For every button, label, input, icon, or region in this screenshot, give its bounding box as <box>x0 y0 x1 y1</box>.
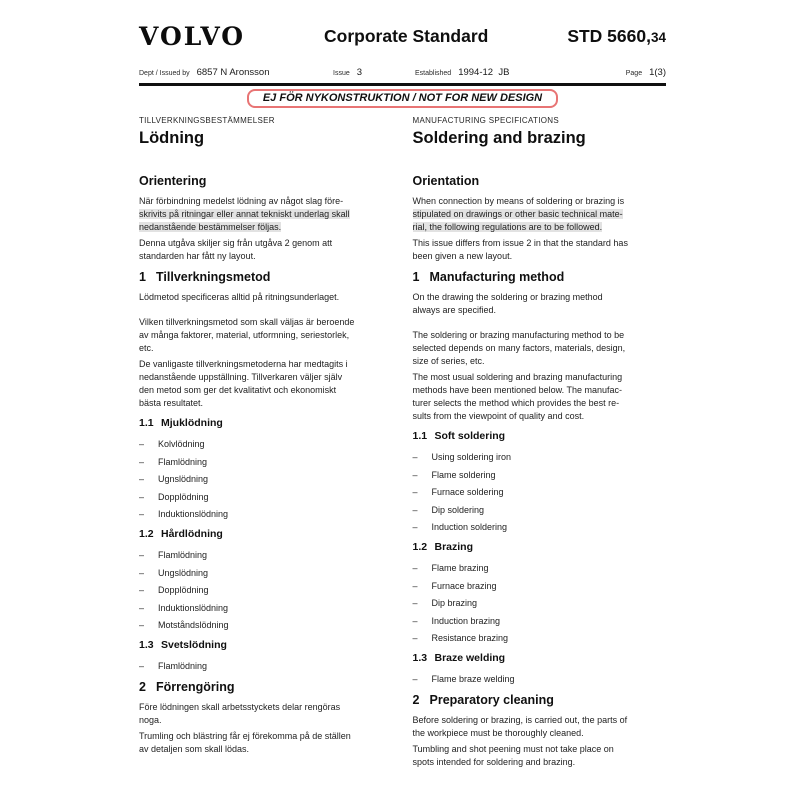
text-line: On the drawing the soldering or brazing method <box>412 292 603 302</box>
list-dash: – <box>139 585 145 595</box>
column-english <box>413 116 667 772</box>
notice-row <box>139 88 666 108</box>
text-line: Before soldering or brazing, is carried out, the parts of <box>412 715 628 725</box>
list-item <box>139 438 393 451</box>
list-item <box>139 660 393 673</box>
paragraph <box>413 714 667 740</box>
section-heading-text: Preparatory cleaning <box>429 693 554 707</box>
section-number: 2 <box>412 693 420 707</box>
list-dash: – <box>139 491 145 502</box>
meta-dept-value: 6857 N Aronsson <box>196 67 270 78</box>
section-heading-text: Svetslödning <box>161 639 227 651</box>
text-line: den metod som ger det kvalitativt och ekonomiskt <box>139 385 337 395</box>
highlighted-text-line: rial, the following regulations are to be followed. <box>412 222 603 232</box>
section-heading-text: Förrengöring <box>156 680 235 694</box>
subsection-heading <box>413 652 667 664</box>
list-item-text: Dopplödning <box>158 491 209 502</box>
text-line: turer selects the method which provides the best re- <box>412 398 620 408</box>
section-heading <box>413 270 667 284</box>
header-divider-rule <box>139 83 666 86</box>
list-item-text: Flame brazing <box>431 563 489 573</box>
column-blocks <box>139 174 393 756</box>
text-line: been given a new layout. <box>412 251 513 261</box>
paragraph <box>139 291 393 304</box>
highlighted-text-line: skrivits på ritningar eller annat tekniskt underlag skall <box>139 209 350 219</box>
list-dash: – <box>139 602 145 613</box>
column-title: Soldering and brazing <box>412 129 586 147</box>
list-item-text: Dip brazing <box>431 598 478 608</box>
section-heading <box>413 174 667 188</box>
meta-established <box>415 67 601 78</box>
section-heading-text: Brazing <box>434 541 474 553</box>
meta-issue <box>333 67 415 78</box>
list-item <box>413 632 667 645</box>
text-line: av detaljen som skall lödas. <box>139 744 250 754</box>
text-line: De vanligaste tillverkningsmetoderna har medtagits i <box>139 359 348 369</box>
text-line: Trumling och blästring får ej förekomma på de ställen <box>139 731 351 741</box>
section-number: 1.3 <box>412 652 428 664</box>
list-item <box>139 473 393 486</box>
paragraph <box>139 730 393 756</box>
section-number: 1 <box>412 270 420 284</box>
column-title: Lödning <box>139 129 205 147</box>
subsection-heading <box>139 528 393 540</box>
document-header <box>139 22 666 51</box>
text-line: Denna utgåva skiljer sig från utgåva 2 genom att <box>139 238 333 248</box>
section-number: 1.2 <box>139 528 154 540</box>
text-line: selected depends on many factors, materials, design, <box>412 343 626 353</box>
list-item <box>139 508 393 521</box>
list-dash: – <box>139 456 145 467</box>
standard-number-main: STD 5660, <box>567 26 651 46</box>
header-meta-row <box>139 67 666 78</box>
list-dash: – <box>412 469 418 480</box>
paragraph <box>413 195 667 234</box>
section-heading-text: Mjuklödning <box>161 417 223 429</box>
section-heading <box>139 270 393 284</box>
meta-issue-value: 3 <box>356 67 363 78</box>
list-item <box>139 584 393 597</box>
section-heading <box>139 174 393 188</box>
list-item <box>413 451 667 464</box>
list-item <box>413 562 667 575</box>
list-dash: – <box>412 580 418 591</box>
text-line: size of series, etc. <box>412 356 485 366</box>
list-item-text: Induction brazing <box>431 615 501 626</box>
meta-dept-label: Dept / Issued by <box>139 70 190 77</box>
text-line: bästa resultatet. <box>139 398 204 408</box>
list-dash: – <box>412 487 418 497</box>
list-item-text: Flamlödning <box>158 661 208 671</box>
list-item <box>413 521 667 534</box>
list-item-text: Induktionslödning <box>158 509 229 519</box>
not-for-new-design-notice: EJ FÖR NYKONSTRUKTION / NOT FOR NEW DESIGN <box>247 89 558 108</box>
section-heading-text: Tillverkningsmetod <box>156 270 271 284</box>
list-item <box>413 504 667 517</box>
text-line: Vilken tillverkningsmetod som skall väljas är beroende <box>139 317 355 327</box>
highlighted-text-line: nedanstående bestämmelser följas. <box>139 222 282 232</box>
text-line: The most usual soldering and brazing manufacturing <box>412 372 623 382</box>
list-dash: – <box>139 474 145 484</box>
text-line: sults from the viewpoint of quality and cost. <box>412 411 585 421</box>
list-item <box>413 469 667 482</box>
list-item-text: Flame soldering <box>431 469 496 480</box>
list-item <box>139 456 393 469</box>
two-column-body <box>139 116 666 772</box>
volvo-logo: VOLVO <box>139 22 246 51</box>
list-item <box>139 567 393 580</box>
text-line: Tumbling and shot peening must not take place on <box>412 744 614 754</box>
meta-established-label: Established <box>415 70 452 77</box>
paragraph <box>413 237 667 263</box>
list-item <box>139 619 393 632</box>
list-item-text: Flamlödning <box>158 456 208 467</box>
section-number: 1.2 <box>412 541 428 553</box>
paragraph <box>139 237 393 263</box>
list-dash: – <box>412 598 418 608</box>
list-item <box>139 602 393 615</box>
subsection-heading <box>139 639 393 651</box>
list-item-text: Furnace soldering <box>431 487 504 497</box>
text-line: methods have been mentioned below. The manufac- <box>412 385 622 395</box>
meta-dept <box>139 67 333 78</box>
meta-page-value: 1(3) <box>649 67 666 78</box>
paragraph <box>413 291 667 317</box>
list-dash: – <box>412 522 418 532</box>
section-number: 1.3 <box>139 639 154 651</box>
list-item-text: Using soldering iron <box>431 452 512 462</box>
list-item <box>413 486 667 499</box>
list-item <box>139 549 393 562</box>
section-number: 2 <box>139 680 146 694</box>
section-number: 1.1 <box>139 417 154 429</box>
text-line: When connection by means of soldering or brazing is <box>412 196 625 206</box>
list-item <box>413 580 667 593</box>
section-heading <box>413 693 667 707</box>
list-item-text: Motståndslödning <box>158 620 229 630</box>
text-line: nedanstående uppställning. Tillverkaren väljer själv <box>139 372 343 382</box>
list-item-text: Flame braze welding <box>431 674 515 684</box>
text-line: av många faktorer, material, utformning, seriestorlek, <box>139 330 350 340</box>
list-item-text: Ungslödning <box>158 567 209 578</box>
text-line: the workpiece must be thoroughly cleaned. <box>412 728 584 738</box>
section-heading-text: Braze welding <box>434 652 506 664</box>
list-dash: – <box>412 452 418 462</box>
list-dash: – <box>139 567 145 578</box>
list-dash: – <box>139 620 145 630</box>
text-line: The soldering or brazing manufacturing method to be <box>412 330 625 340</box>
paragraph <box>413 329 667 368</box>
text-line: spots intended for soldering and brazing. <box>412 757 576 767</box>
column-blocks <box>413 174 667 769</box>
list-dash: – <box>412 633 418 643</box>
text-line: noga. <box>139 715 162 725</box>
list-item-text: Dopplödning <box>158 585 209 595</box>
list-item-text: Induction soldering <box>431 522 508 532</box>
meta-established-value: 1994-12 JB <box>458 67 510 78</box>
document-page <box>139 0 666 772</box>
text-line: always are specified. <box>412 305 497 315</box>
paragraph <box>139 316 393 355</box>
list-dash: – <box>139 661 145 671</box>
list-item-text: Ugnslödning <box>158 474 209 484</box>
subsection-heading <box>413 430 667 442</box>
meta-page <box>601 67 666 78</box>
list-dash: – <box>139 550 145 560</box>
text-line: När förbindning medelst lödning av något slag före- <box>139 196 344 206</box>
meta-page-label: Page <box>625 70 643 77</box>
section-heading-text: Orientation <box>412 174 480 188</box>
paragraph <box>139 358 393 410</box>
list-dash: – <box>412 504 418 515</box>
list-item <box>413 673 667 686</box>
list-item-text: Furnace brazing <box>431 580 497 591</box>
section-heading-text: Orientering <box>139 174 207 188</box>
column-kicker: MANUFACTURING SPECIFICATIONS <box>412 116 559 125</box>
list-item-text: Kolvlödning <box>158 439 205 449</box>
paragraph <box>139 701 393 727</box>
paragraph <box>413 371 667 423</box>
section-heading-text: Soft soldering <box>434 430 506 442</box>
document-title: Corporate Standard <box>324 26 489 46</box>
text-line: etc. <box>139 343 154 353</box>
paragraph <box>139 195 393 234</box>
standard-number <box>567 26 666 47</box>
highlighted-text-line: stipulated on drawings or other basic technical mate- <box>412 209 623 219</box>
list-item <box>413 615 667 628</box>
list-dash: – <box>139 509 145 519</box>
list-item-text: Flamlödning <box>158 550 208 560</box>
list-dash: – <box>412 674 418 684</box>
text-line: This issue differs from issue 2 in that the standard has <box>412 238 628 248</box>
section-number: 1.1 <box>412 430 428 442</box>
meta-issue-label: Issue <box>333 70 350 77</box>
subsection-heading <box>413 541 667 553</box>
list-item-text: Dip soldering <box>431 504 485 515</box>
standard-number-suffix: 34 <box>650 30 666 45</box>
list-item-text: Resistance brazing <box>431 633 509 643</box>
list-dash: – <box>412 563 418 573</box>
section-heading <box>139 680 393 694</box>
list-item-text: Induktionslödning <box>158 602 229 613</box>
column-swedish <box>139 116 393 772</box>
paragraph <box>413 743 667 769</box>
list-dash: – <box>139 439 145 449</box>
section-heading-text: Hårdlödning <box>161 528 223 540</box>
list-item <box>139 491 393 504</box>
section-number: 1 <box>139 270 146 284</box>
text-line: Före lödningen skall arbetsstyckets delar rengöras <box>139 702 341 712</box>
list-item <box>413 597 667 610</box>
list-dash: – <box>412 615 418 626</box>
text-line: Lödmetod specificeras alltid på ritningsunderlaget. <box>139 292 340 302</box>
column-kicker: TILLVERKNINGSBESTÄMMELSER <box>139 116 275 125</box>
text-line: standarden har fått ny layout. <box>139 251 256 261</box>
section-heading-text: Manufacturing method <box>429 270 565 284</box>
subsection-heading <box>139 417 393 429</box>
